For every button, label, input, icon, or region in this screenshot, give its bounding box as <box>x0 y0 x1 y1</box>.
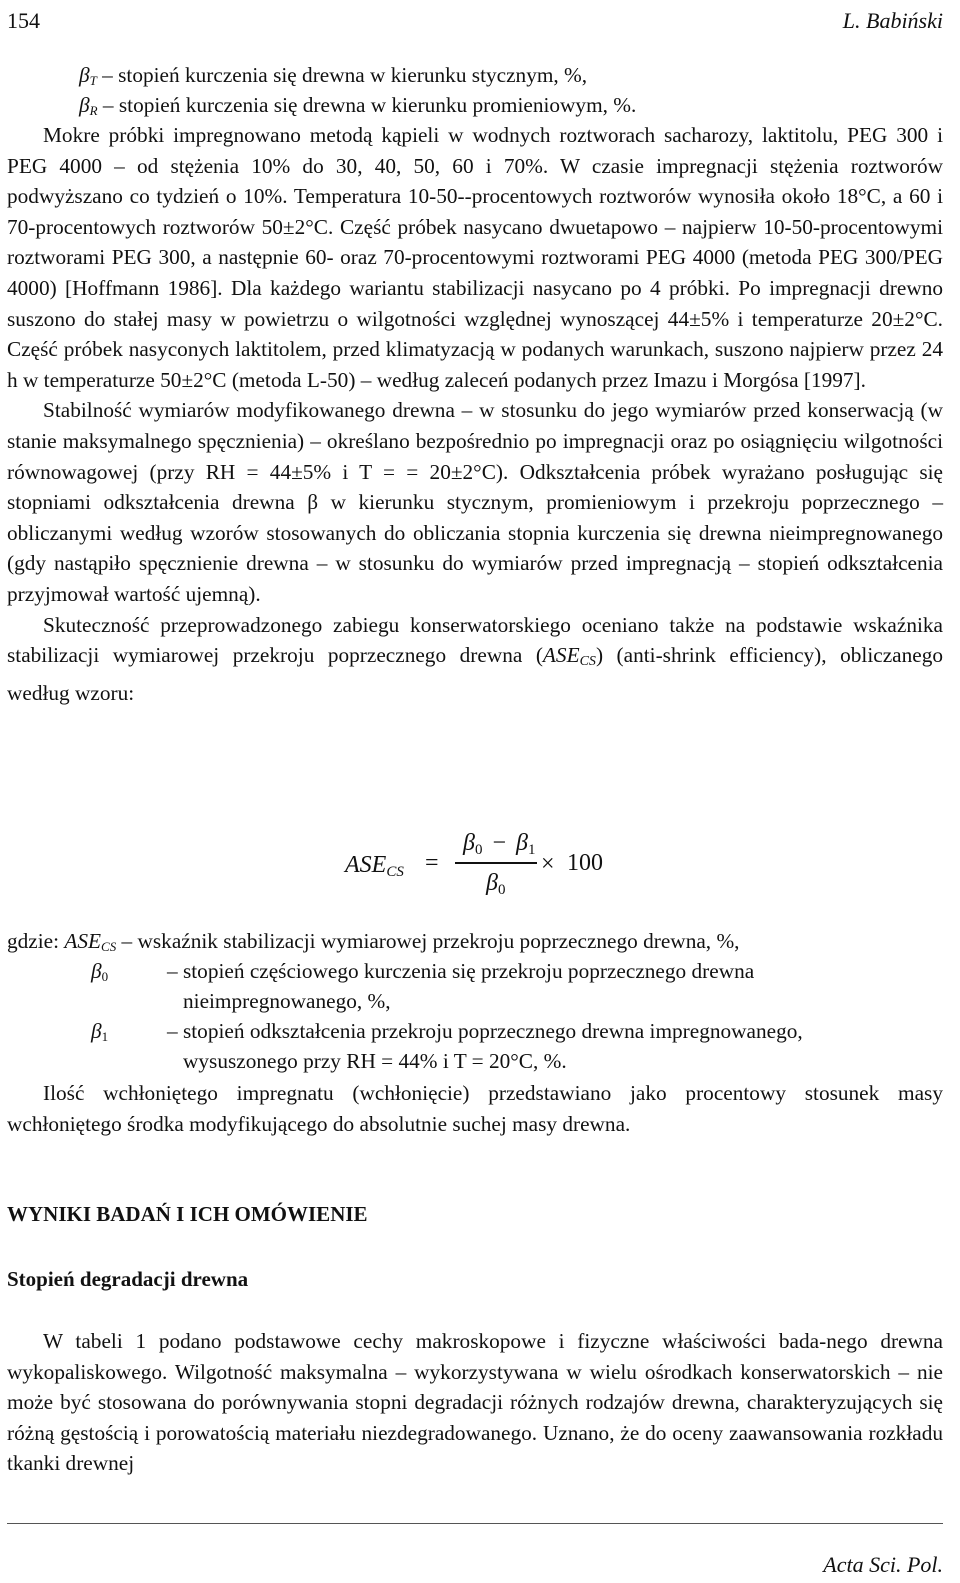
page-header <box>7 6 943 36</box>
formula-numerator <box>463 828 535 866</box>
page-number: 154 <box>7 8 40 33</box>
formula-beta1: β <box>516 830 528 856</box>
beta0-symbol: β <box>91 959 102 983</box>
definition-beta1-continuation: wysuszonego przy RH = 44% i T = 20°C, %. <box>183 1049 567 1073</box>
paragraph-stability: Stabilność wymiarów modyfikowanego drewna – w stosunku do jego wymiarów przed konserwacją (w stanie maksymalnego spęcznienia) – określano bezpośrednio po impregnacji oraz po osiągnięciu wilgotności równowagowej (przy RH = 44±5% i T = = 20±2°C). Odkształcenia próbek wyrażano posługując się stopniami odkształcenia drewna β w kierunku stycznym, promieniowym i przekroju poprzecznego – obliczanymi według wzorów stosowanych do obliczania stopnia kurczenia się drewna nieimpregnowanego (gdy nastąpiło spęcznienie drewna – w stosunku do wymiarów przed impregnacją – stopień odkształcenia przyjmował wartość ujemną). <box>7 398 943 606</box>
definition-ase-subscript: CS <box>101 939 117 954</box>
absorption-text <box>7 1078 943 1139</box>
section-heading: WYNIKI BADAŃ I ICH OMÓWIENIE <box>7 1202 368 1226</box>
body-text <box>7 120 943 708</box>
paragraph-results: W tabeli 1 podano podstawowe cechy makroskopowe i fizyczne właściwości bada-nego drewna wykopaliskowego. Wilgotność maksymalna – wykorzystywana w wielu ośrodkach konserwatorskich – nie może być stosowana do porównywania stopni degradacji różnych rodzajów drewna, charakteryzujących się różną gęstością i porowatością materiału niezdegradowanego. Uznano, że do oceny zaawansowania rozkładu tkanki drewnej <box>7 1329 943 1476</box>
paragraph-ase <box>7 610 943 709</box>
paragraph-impregnation: Mokre próbki impregnowano metodą kąpieli w wodnych roztworach sacharozy, laktitolu, PEG 300 i PEG 4000 – od stężenia 10% do 30, 40, 50, 60 i 70%. W czasie impregnacji stężenia roztworów podwyższano co tydzień o 10%. Temperatura 10-50--procentowych roztworów wynosiła około 18°C, a 60 i 70-procentowych roztworów 50±2°C. Część próbek nasycano dwuetapowo – najpierw 10-50-procentowymi roztworami PEG 300, a następnie 60- oraz 70-procentowymi roztworami PEG 4000 (metoda PEG 300/PEG 4000) [Hoffmann 1986]. Dla każdego wariantu stabilizacji nasycano po 4 próbki. Po impregnacji drewno suszono do stałej masy w powietrzu o wilgotności względnej wynoszącej 44±5% i temperaturze 20±2°C. Część próbek nasyconych laktitolem, przed klimatyzacją w podanych warunkach, suszono najpierw przez 24 h w temperaturze 50±2°C (metoda L-50) – według zaleceń podanych przez Imazu i Morgósa [1997]. <box>7 123 943 392</box>
formula-beta0-sub: 0 <box>474 842 483 858</box>
ase-subscript: CS <box>579 654 596 670</box>
symbol-description: – stopień kurczenia się drewna w kierunku stycznym, %, <box>96 63 588 87</box>
formula-beta1-sub: 1 <box>527 842 536 858</box>
symbol-list <box>79 60 939 120</box>
footer-divider <box>7 1523 943 1524</box>
definition-beta0-cont <box>7 986 943 1016</box>
symbol: β <box>79 93 90 117</box>
definition-ase-symbol: ASE <box>64 929 102 953</box>
symbol-beta-r <box>79 90 939 120</box>
formula-lhs-subscript: CS <box>386 864 404 880</box>
definition-beta0-text: – stopień częściowego kurczenia się przekroju poprzecznego drewna <box>167 959 755 983</box>
definition-beta1 <box>7 1016 943 1046</box>
ase-formula <box>345 828 645 918</box>
formula-den-beta: β <box>486 870 498 896</box>
symbol-subscript: R <box>89 103 98 118</box>
definition-beta0-continuation: nieimpregnowanego, %, <box>183 989 391 1013</box>
symbol-subscript: T <box>89 73 97 88</box>
formula-equals: = <box>425 850 439 876</box>
formula-lhs <box>345 850 404 888</box>
symbol-beta-t <box>79 60 939 90</box>
results-text <box>7 1326 943 1479</box>
beta1-subscript: 1 <box>101 1029 109 1044</box>
formula-den-sub: 0 <box>497 882 506 898</box>
definition-beta1-text: – stopień odkształcenia przekroju poprzecznego drewna impregnowanego, <box>167 1019 803 1043</box>
symbol-description: – stopień kurczenia się drewna w kierunku promieniowym, %. <box>97 93 637 117</box>
ase-text-after: ) (anti-shrink efficiency), obliczanego według wzoru: <box>7 643 943 705</box>
definition-ase-text: – wskaźnik stabilizacji wymiarowej przekroju poprzecznego drewna, %, <box>116 929 740 953</box>
footer-journal: Acta Sci. Pol. <box>823 1552 943 1577</box>
symbol: β <box>79 63 90 87</box>
paragraph-absorption: Ilość wchłoniętego impregnatu (wchłonięcie) przedstawiano jako procentowy stosunek masy wchłoniętego środka modyfikującego do absolutnie suchej masy drewna. <box>7 1081 943 1136</box>
formula-minus: − <box>492 830 506 856</box>
formula-beta0: β <box>463 830 475 856</box>
beta0-subscript: 0 <box>101 969 109 984</box>
definition-beta0 <box>7 956 943 986</box>
formula-times: × <box>541 851 555 877</box>
formula-factor: 100 <box>567 850 603 876</box>
formula-denominator <box>486 868 505 906</box>
formula-definitions <box>7 926 943 1076</box>
subsection-heading: Stopień degradacji drewna <box>7 1267 249 1291</box>
beta1-symbol: β <box>91 1019 102 1043</box>
formula-lhs-symbol: ASE <box>345 852 387 878</box>
definition-beta1-cont <box>7 1046 943 1076</box>
ase-text-before: Skuteczność przeprowadzonego zabiegu konserwatorskiego oceniano także na podstawie wskaźnika stabilizacji wymiarowej przekroju poprzecznego drewna ( <box>7 612 943 668</box>
running-head: L. Babiński <box>842 8 943 33</box>
fraction-bar <box>455 862 537 864</box>
definition-ase <box>7 926 943 956</box>
ase-symbol: ASE <box>542 643 580 668</box>
where-label: gdzie: <box>7 929 65 953</box>
